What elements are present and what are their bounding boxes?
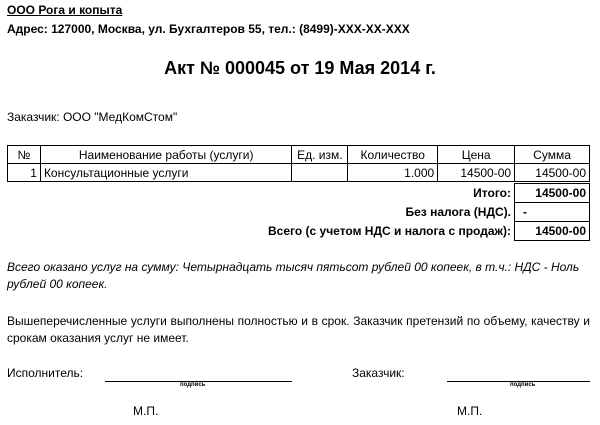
grand-total-value: 14500-00 [515,222,590,241]
header-price: Цена [438,146,515,164]
amount-in-words: Всего оказано услуг на сумму: Четырнадцать тысяч пятьсот рублей 00 копеек, в т.ч.: НДС - Ноль рублей 00 копеек. [7,260,580,291]
cell-quantity: 1.000 [348,164,438,182]
total-label: Итого: [473,186,511,200]
header-quantity: Количество [348,146,438,164]
cell-sum: 14500-00 [515,164,590,182]
services-table [7,145,590,182]
header-number: № [8,146,41,164]
cell-price: 14500-00 [438,164,515,182]
header-unit: Ед. изм. [292,146,348,164]
header-service-name: Наименование работы (услуги) [40,146,291,164]
executor-stamp: М.П. [133,404,159,418]
cell-number: 1 [8,164,41,182]
grand-total-label: Всего (с учетом НДС и налога с продаж): [268,224,511,238]
table-header-row [8,146,590,164]
customer-stamp: М.П. [457,404,483,418]
vat-row [7,203,590,222]
totals-block [7,183,590,241]
cell-service-name: Консультационные услуги [40,164,291,182]
vat-label: Без налога (НДС). [405,205,511,219]
executor-signature-caption: подпись [180,382,206,388]
company-name: ООО Рога и копыта [7,3,123,17]
customer-signature-caption: подпись [510,382,536,388]
vat-value: - [515,203,590,222]
executor-label: Исполнитель: [7,366,84,380]
grand-total-row [7,222,590,241]
table-row [8,164,590,182]
cell-unit [292,164,348,182]
completion-statement: Вышеперечисленные услуги выполнены полностью и в срок. Заказчик претензий по объему, качеству и срокам оказания услуг не имеет. [7,314,590,345]
total-value: 14500-00 [515,184,590,203]
company-address: Адрес: 127000, Москва, ул. Бухгалтеров 55, тел.: (8499)-XXX-XX-XXX [7,22,410,36]
customer-line: Заказчик: ООО "МедКомСтом" [7,110,178,124]
total-row [7,184,590,203]
document-title: Акт № 000045 от 19 Мая 2014 г. [164,58,436,78]
customer-signature-label: Заказчик: [352,366,405,380]
header-sum: Сумма [515,146,590,164]
